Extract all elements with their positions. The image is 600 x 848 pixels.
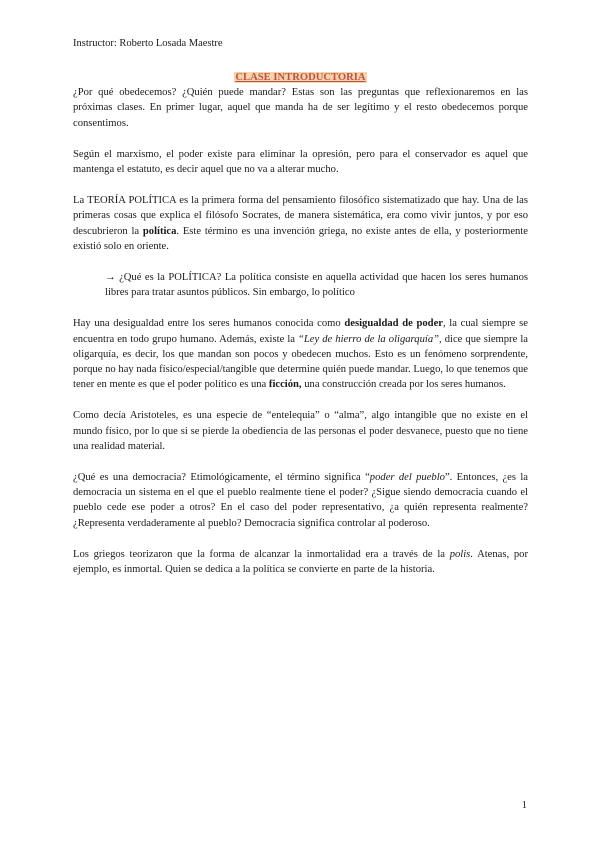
term-desigualdad-de-poder: desigualdad de poder <box>344 318 443 330</box>
paragraph-7 <box>73 470 528 531</box>
document-title-text: CLASE INTRODUCTORIA <box>235 72 366 83</box>
paragraph-5-text-c: , la cual siempre se encuentra en todo grupo humano. Además, existe la <box>73 318 528 345</box>
document-title <box>73 70 528 85</box>
page-number: 1 <box>521 800 527 811</box>
paragraph-8 <box>73 547 528 577</box>
paragraph-8-text-c: . Atenas, por ejemplo, es inmortal. Quien se dedica a la política se convierte en parte de la historia. <box>73 548 528 576</box>
paragraph-5-text-a: Hay una desigualdad entre los seres humanos conocida como <box>73 318 345 330</box>
document-body <box>73 70 528 593</box>
paragraph-5 <box>73 316 528 392</box>
paragraph-5-text-e: , dice que siempre la oligarquía, es decir, los que mandan son pocos y obedecen muchos. Esto es un fenómeno sorprendente, porque no hay nada físico/especial/tangible que determine quién puede mandar. Luego, lo que tenemos que tener en mente es que el poder político es una <box>73 333 528 391</box>
term-ficcion: ficción, <box>268 379 302 391</box>
paragraph-5-text-g: una construcción creada por los seres humanos. <box>301 379 506 391</box>
term-politica: política <box>142 225 177 237</box>
page-header: Instructor: Roberto Losada Maestre <box>73 38 223 49</box>
paragraph-1: ¿Por qué obedecemos? ¿Quién puede mandar? Estas son las preguntas que reflexionaremos en las próximas clases. En primer lugar, aquel que manda ha de ser legítimo y el resto obedecemos porque consentimos. <box>73 87 528 129</box>
paragraph-3-text-a: La TEORÍA POLÍTICA es la primera forma del pensamiento filosófico sistematizado que hay. Una de las primeras cosas que explica el filósofo Socrates, de manera sistemática, era como vivir juntos, y por eso descubrieron la <box>73 195 528 237</box>
paragraph-8-text-a: Los griegos teorizaron que la forma de alcanzar la inmortalidad era a través de la <box>73 548 450 560</box>
paragraph-3-text-c: . Este término es una invención griega, no existe antes de ella, y posteriormente existió solo en oriente. <box>73 225 528 252</box>
paragraph-7-text-c: ”. Entonces, ¿es la democracia un sistema en el que el pueblo realmente tiene el poder? ¿Sigue siendo democracia cuando el pueblo cede ese poder a otros? En el caso del poder representativo, ¿a quién representa realmente? ¿Representa verdaderamente al pueblo? Democracia significa controlar al poderoso. <box>73 472 528 529</box>
term-ley-de-hierro: “Ley de hierro de la oligarquía” <box>298 333 440 345</box>
paragraph-3 <box>73 193 528 254</box>
paragraph-7-text-a: ¿Qué es una democracia? Etimológicamente, el término significa “ <box>73 472 370 484</box>
paragraph-4-definition: → ¿Qué es la POLÍTICA? La política consiste en aquella actividad que hacen los seres humanos libres para tratar asuntos públicos. Sin embargo, lo político <box>105 272 528 299</box>
term-polis: polis <box>449 548 471 560</box>
paragraph-2: Según el marxismo, el poder existe para eliminar la opresión, pero para el conservador es aquel que mantenga el estatuto, es decir aquel que no va a alterar mucho. <box>73 148 528 176</box>
paragraph-6: Como decía Aristoteles, es una especie de “entelequia” o “alma”, algo intangible que no existe en el mundo físico, por lo que si se pierde la obediencia de las personas el poder desvanece, puesto que no tiene una realidad material. <box>73 410 528 452</box>
term-poder-del-pueblo: poder del pueblo <box>369 472 445 484</box>
